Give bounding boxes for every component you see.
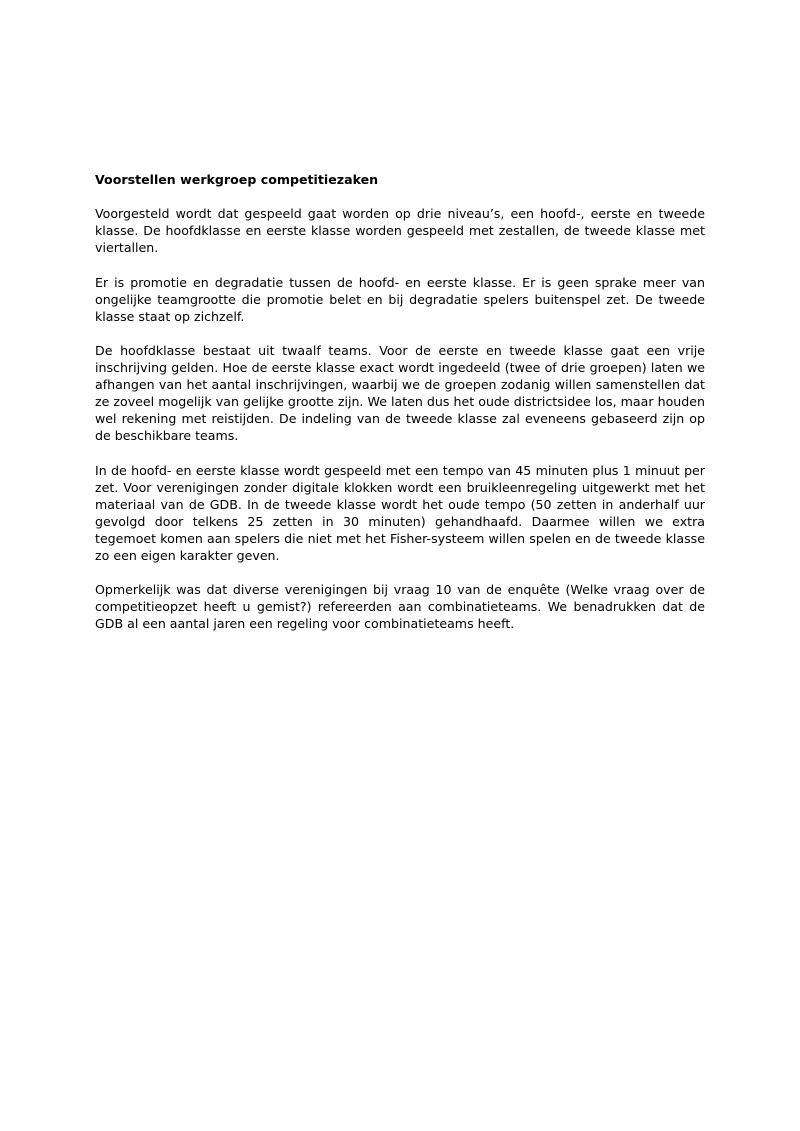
paragraph-promotion-degradation: Er is promotie en degradatie tussen de hoofd- en eerste klasse. Er is geen sprake meer van ongelijke teamgrootte die promotie belet en bij degradatie spelers buitenspel zet. De tweede klasse staat op zichzelf. <box>95 274 705 324</box>
document-body <box>95 171 705 650</box>
paragraph-three-levels: Voorgesteld wordt dat gespeeld gaat worden op drie niveau’s, een hoofd-, eerste en tweede klasse. De hoofdklasse en eerste klasse worden gespeeld met zestallen, de tweede klasse met viertallen. <box>95 206 705 256</box>
paragraph-tempo: In de hoofd- en eerste klasse wordt gespeeld met een tempo van 45 minuten plus 1 minuut per zet. Voor verenigingen zonder digitale klokken wordt een bruikleenregeling uitgewerkt met het materiaal van de GDB. In de tweede klasse wordt het oude tempo (50 zetten in anderhalf uur gevolgd door telkens 25 zetten in 30 minuten) gehandhaafd. Daarmee willen we extra tegemoet komen aan spelers die niet met het Fisher-systeem willen spelen en de tweede klasse zo een eigen karakter geven. <box>95 462 705 564</box>
paragraph-combination-teams: Opmerkelijk was dat diverse verenigingen bij vraag 10 van de enquête (Welke vraag over de competitieopzet heeft u gemist?) refereerden aan combinatieteams. We benadrukken dat de GDB al een aantal jaren een regeling voor combinatieteams heeft. <box>95 582 705 632</box>
document-title: Voorstellen werkgroep competitiezaken <box>95 172 379 187</box>
paragraph-hoofdklasse-teams: De hoofdklasse bestaat uit twaalf teams. Voor de eerste en tweede klasse gaat een vrije inschrijving gelden. Hoe de eerste klasse exact wordt ingedeeld (twee of drie groepen) laten we afhangen van het aantal inschrijvingen, waarbij we de groepen zodanig willen samenstellen dat ze zoveel mogelijk van gelijke grootte zijn. We laten dus het oude districtsidee los, maar houden wel rekening met reistijden. De indeling van de tweede klasse zal eveneens gebaseerd zijn op de beschikbare teams. <box>95 342 705 444</box>
